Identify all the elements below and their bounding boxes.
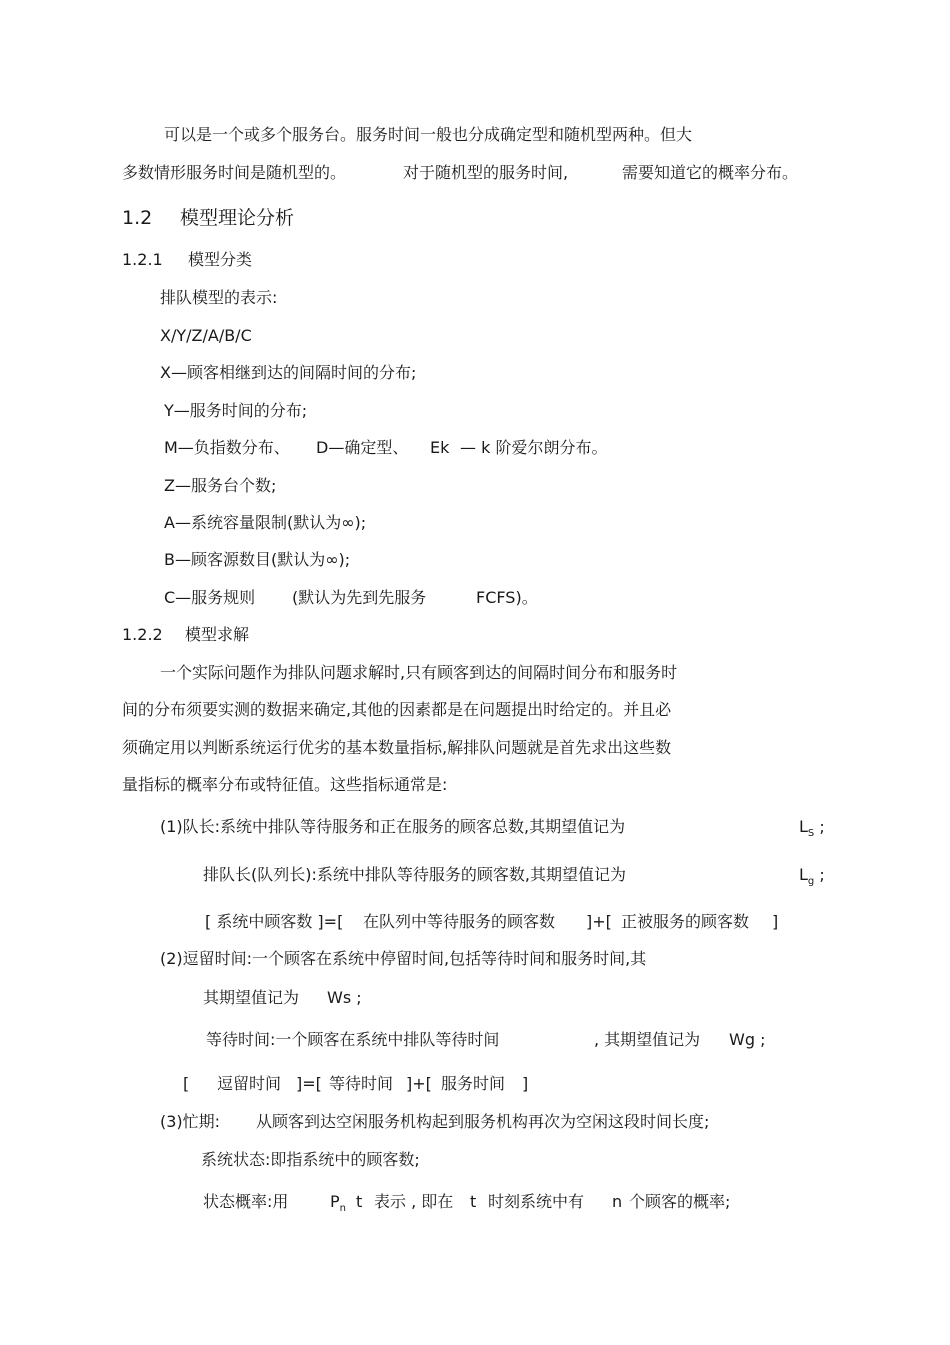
- equation-part: ]+[: [586, 912, 612, 931]
- symbol-ls: $L_S$ ;: [799, 817, 825, 839]
- para-line: 需要知道它的概率分布。: [622, 163, 799, 182]
- item-line: 系统状态:即指系统中的顾客数;: [201, 1150, 420, 1169]
- symbol-ws: Ws ;: [327, 988, 362, 1007]
- para-line: 可以是一个或多个服务台。服务时间一般也分成确定型和随机型两种。但大: [164, 125, 693, 144]
- subsection-title: 模型求解: [185, 625, 250, 644]
- para-line: 一个实际问题作为排队问题求解时,只有顾客到达的间隔时间分布和服务时: [160, 663, 678, 682]
- equation-part: ]=[: [296, 1074, 322, 1093]
- item-line: 个顾客的概率;: [629, 1192, 731, 1211]
- text-line: C—服务规则: [164, 588, 256, 607]
- text-line: B—顾客源数目(默认为∞);: [164, 550, 351, 569]
- para-line: 量指标的概率分布或特征值。这些指标通常是:: [122, 775, 448, 794]
- subsection-number: 1.2.1: [122, 250, 163, 269]
- symbol-n: n: [612, 1192, 623, 1211]
- text-line: A—系统容量限制(默认为∞);: [164, 513, 367, 532]
- text-line: 排队模型的表示:: [160, 288, 278, 307]
- equation-part: ]: [522, 1074, 529, 1093]
- formula: X/Y/Z/A/B/C: [160, 326, 252, 345]
- item-line: (2)逗留时间:一个顾客在系统中停留时间,包括等待时间和服务时间,其: [160, 949, 647, 968]
- para-line: 间的分布须要实测的数据来确定,其他的因素都是在问题提出时给定的。并且必: [122, 700, 672, 719]
- equation-part: 等待时间: [329, 1074, 394, 1093]
- para-line: 须确定用以判断系统运行优劣的基本数量指标,解排队问题就是首先求出这些数: [122, 738, 672, 757]
- item-line: 其期望值记为: [203, 988, 300, 1007]
- text-line: Y—服务时间的分布;: [164, 401, 308, 420]
- symbol-lg: $L_g$ ;: [799, 865, 825, 887]
- para-line: 对于随机型的服务时间,: [403, 163, 569, 182]
- para-line: 多数情形服务时间是随机型的。: [122, 163, 347, 182]
- section-title: 模型理论分析: [180, 207, 295, 229]
- equation-part: 在队列中等待服务的顾客数: [363, 912, 556, 931]
- text-line: (默认为先到先服务: [292, 588, 427, 607]
- symbol-t: t: [470, 1192, 477, 1211]
- subsection-title: 模型分类: [188, 250, 253, 269]
- item-line: 时刻系统中有: [488, 1192, 585, 1211]
- symbol-t: t: [356, 1192, 363, 1211]
- equation-part: [ 系统中顾客数 ]=[: [205, 912, 344, 931]
- equation-part: [: [183, 1074, 190, 1093]
- text-line: Ek: [430, 438, 450, 457]
- subsection-number: 1.2.2: [122, 625, 163, 644]
- equation-part: 服务时间: [441, 1074, 506, 1093]
- item-line: (1)队长:系统中排队等待服务和正在服务的顾客总数,其期望值记为: [160, 817, 626, 836]
- equation-part: 逗留时间: [217, 1074, 282, 1093]
- equation-part: ]+[: [406, 1074, 432, 1093]
- equation-part: ]: [772, 912, 779, 931]
- text-line: X—顾客相继到达的间隔时间的分布;: [160, 363, 417, 382]
- section-number: 1.2: [122, 207, 153, 229]
- item-line: (3)忙期:: [160, 1112, 221, 1131]
- text-line: D—确定型、: [316, 438, 409, 457]
- item-line: 等待时间:一个顾客在系统中排队等待时间: [206, 1030, 500, 1049]
- symbol-pn: $P_n$: [330, 1192, 346, 1214]
- item-line: 排队长(队列长):系统中排队等待服务的顾客数,其期望值记为: [203, 865, 626, 884]
- item-line: , 其期望值记为: [594, 1030, 701, 1049]
- text-line: FCFS)。: [476, 588, 538, 607]
- item-line: 状态概率:用: [203, 1192, 289, 1211]
- text-line: Z—服务台个数;: [164, 476, 277, 495]
- item-line: 表示 , 即在: [374, 1192, 454, 1211]
- symbol-wg: Wg ;: [729, 1030, 766, 1049]
- item-line: 从顾客到达空闲服务机构起到服务机构再次为空闲这段时间长度;: [256, 1112, 710, 1131]
- text-line: — k 阶爱尔朗分布。: [460, 438, 608, 457]
- equation-part: 正被服务的顾客数: [621, 912, 750, 931]
- text-line: M—负指数分布、: [164, 438, 290, 457]
